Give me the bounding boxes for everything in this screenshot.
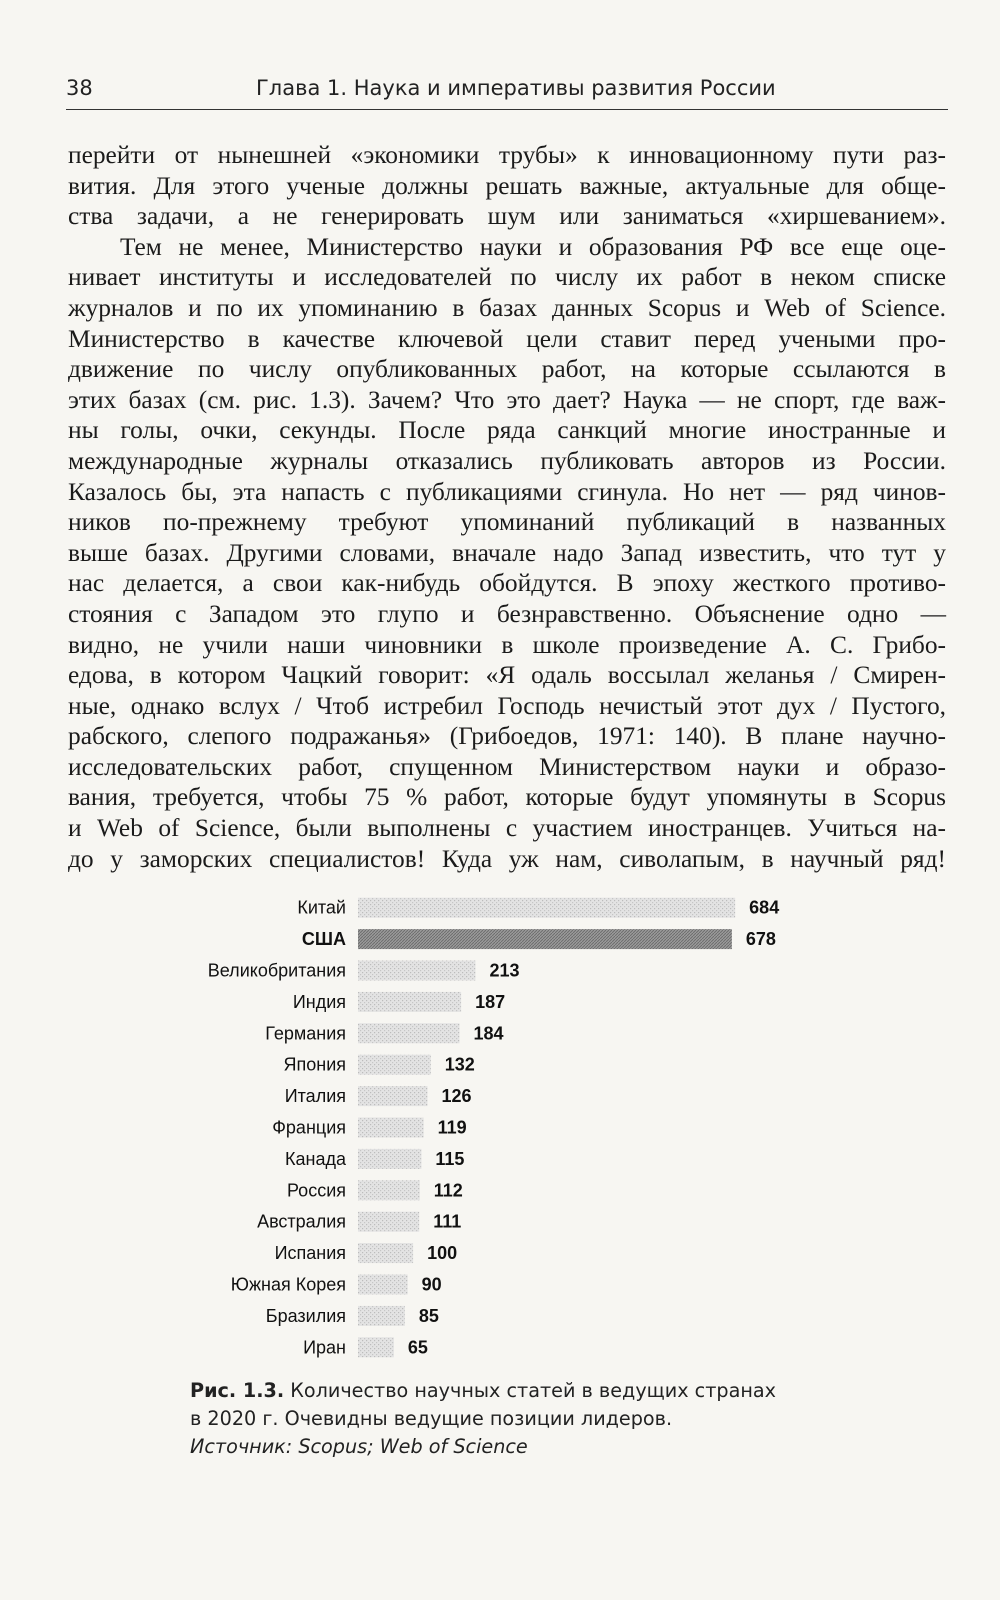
text-line: международные журналы отказались публиковать авторов из России. xyxy=(68,446,946,475)
category-label: Австралия xyxy=(257,1211,346,1232)
bar xyxy=(358,1055,431,1075)
bar xyxy=(358,1337,394,1357)
bar xyxy=(358,898,735,918)
text-line: вания, требуется, чтобы 75 % работ, которые будут упомянуты в Scopus xyxy=(68,783,946,812)
value-label: 187 xyxy=(475,991,506,1012)
text-line: исследовательских работ, спущенном Министерством науки и образо- xyxy=(68,752,946,781)
category-label: Италия xyxy=(284,1086,346,1107)
value-label: 132 xyxy=(444,1054,475,1075)
figure-caption xyxy=(190,1377,810,1461)
category-label: Индия xyxy=(292,991,346,1012)
body-text xyxy=(68,140,946,874)
value-label: 119 xyxy=(437,1117,467,1138)
category-label: Великобритания xyxy=(207,960,346,981)
text-line: видно, не учили наши чиновники в школе произведение А. С. Грибо- xyxy=(68,630,946,659)
caption-source: Источник: Scopus; Web of Science xyxy=(190,1435,528,1458)
bar xyxy=(358,1243,413,1263)
text-line: ные, однако вслух / Чтоб истребил Господь нечистый этот дух / Пустого, xyxy=(68,691,946,720)
value-label: 126 xyxy=(441,1086,472,1107)
page-number: 38 xyxy=(66,76,93,100)
header-divider xyxy=(66,109,948,110)
text-line: и Web of Science, были выполнены с участием иностранцев. Учиться на- xyxy=(68,814,946,843)
category-label: Япония xyxy=(283,1054,346,1075)
category-label: Южная Корея xyxy=(230,1274,346,1295)
bar xyxy=(358,1149,421,1169)
caption-label: Рис. 1.3. xyxy=(190,1379,285,1402)
value-label: 115 xyxy=(435,1148,465,1169)
bar xyxy=(358,1086,427,1106)
text-line: ников по-прежнему требуют упоминаний публикаций в названных xyxy=(68,508,946,537)
category-label: Иран xyxy=(303,1337,346,1358)
bar xyxy=(358,1306,405,1326)
value-label: 65 xyxy=(407,1337,428,1358)
page-header xyxy=(66,76,946,110)
category-label: Китай xyxy=(297,897,346,918)
text-line: журналов и по их упоминанию в базах данных Scopus и Web of Science. xyxy=(68,293,946,322)
text-line: Казалось бы, эта напасть с публикациями сгинула. Но нет — ряд чинов- xyxy=(68,477,946,506)
value-label: 85 xyxy=(418,1305,439,1326)
bar xyxy=(358,961,475,981)
category-label: Россия xyxy=(286,1180,346,1201)
text-line: ства задачи, а не генерировать шум или заниматься «хиршеванием». xyxy=(68,202,946,231)
value-label: 90 xyxy=(421,1274,442,1295)
bar xyxy=(358,1023,459,1043)
category-label: Канада xyxy=(285,1148,346,1169)
bar xyxy=(358,1180,420,1200)
value-label: 111 xyxy=(433,1211,462,1232)
chart-canvas xyxy=(150,888,850,1368)
category-label: Испания xyxy=(274,1243,346,1264)
category-label: США xyxy=(301,929,346,950)
articles-bar-chart xyxy=(150,888,850,1368)
value-label: 684 xyxy=(749,897,780,918)
text-line: ны голы, очки, секунды. После ряда санкций многие иностранные и xyxy=(68,416,946,445)
text-line: едова, в котором Чацкий говорит: «Я одаль воссылал желанья / Смирен- xyxy=(68,661,946,690)
caption-text-line2: в 2020 г. Очевидны ведущие позиции лидеров. xyxy=(190,1407,673,1430)
text-line: до у заморских специалистов! Куда уж нам, сиволапым, в научный ряд! xyxy=(68,844,946,873)
bar xyxy=(358,1118,424,1138)
category-label: Германия xyxy=(265,1023,346,1044)
value-label: 100 xyxy=(427,1243,458,1264)
text-line: перейти от нынешней «экономики трубы» к инновационному пути раз- xyxy=(68,141,946,169)
bar xyxy=(358,1275,408,1295)
text-line: стояния с Западом это глупо и безнравственно. Объяснение одно — xyxy=(68,599,946,628)
text-line: Тем не менее, Министерство науки и образования РФ все еще оце- xyxy=(120,232,946,261)
text-line: рабского, слепого подражанья» (Грибоедов, 1971: 140). В плане научно- xyxy=(68,722,946,751)
text-line: нивает институты и исследователей по числу их работ в неком списке xyxy=(68,263,946,292)
category-label: Бразилия xyxy=(265,1305,346,1326)
bar xyxy=(358,1212,419,1232)
text-line: этих базах (см. рис. 1.3). Зачем? Что это дает? Наука — не спорт, где важ- xyxy=(68,385,946,414)
text-line: движение по числу опубликованных работ, на которые ссылаются в xyxy=(68,355,946,384)
text-line: Министерство в качестве ключевой цели ставит перед учеными про- xyxy=(68,324,946,353)
value-label: 112 xyxy=(433,1180,463,1201)
running-chapter-title: Глава 1. Наука и императивы развития России xyxy=(256,76,776,100)
value-label: 184 xyxy=(473,1023,504,1044)
bar xyxy=(358,929,732,949)
value-label: 678 xyxy=(745,929,776,950)
value-label: 213 xyxy=(489,960,520,981)
category-label: Франция xyxy=(272,1117,346,1138)
text-line: нас делается, а свои как-нибудь обойдутся. В эпоху жесткого противо- xyxy=(68,569,946,598)
text-line: вития. Для этого ученые должны решать важные, актуальные для обще- xyxy=(68,171,946,200)
caption-text-line1: Количество научных статей в ведущих странах xyxy=(284,1379,776,1402)
bar xyxy=(358,992,461,1012)
text-line: выше базах. Другими словами, вначале надо Запад известить, что тут у xyxy=(68,538,946,567)
